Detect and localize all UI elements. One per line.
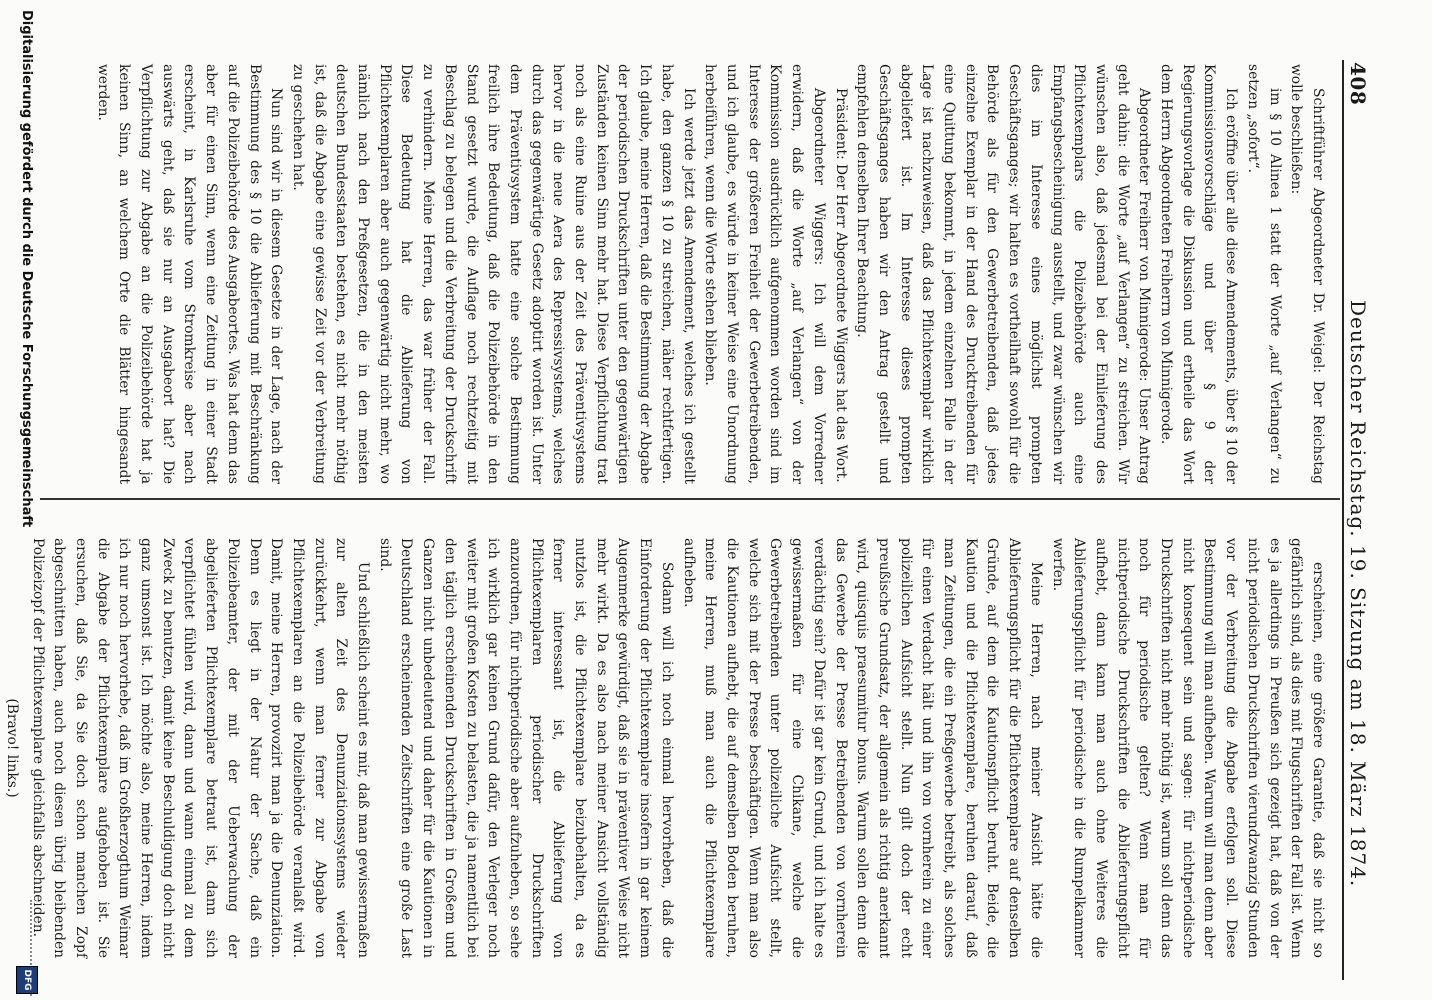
- paragraph: erscheinen, eine größere Garantie, daß sie nicht so gefährlich sind, als dies mit Flugschriften der Fall ist. Wenn es ja allerdings in Preußen sich gezeigt hat, daß von der nicht periodischen Druckschriften vierundzwanzig Stunden vor der Verbreitung die Abgabe erfolgen soll. Diese Bestimmung will man aufheben. Warum will man denn aber nicht konsequent sein und sagen: für nichtperiodische Druckschriften nicht mehr nöthig ist, warum soll denn das noch für periodische gelten? Wenn man für nichtperiodische Druckschriften die Ablieferungspflicht aufhebt, dann kann man auch ohne Weiteres die Ablieferungspflicht für periodische in die Rumpelkammer werfen.: [1049, 538, 1326, 958]
- paragraph: Abgeordneter Wiggers: Ich will dem Vorredner erwidern, daß die Worte „auf Verlangen“ von der Kommission ausdrücklich aufgenommen worden sind im Interesse der größeren Freiheit der Gewerbetreibenden, und ich glaube, es würde in keiner Weise eine Unordnung herbeiführen, wenn die Worte stehen blieben.: [702, 64, 827, 484]
- paragraph: Meine Herren, nach meiner Ansicht hätte die Ablieferungspflicht für die Pflichtexemplare auf denselben Gründe, auf dem die Kautionspflicht beruht. Beide, die Kaution und die Pflichtexemplare, beruhen darauf, daß man Zeitungen, die ein Preßgewerbe betreibt, als solches für einen Verdacht hält und ihn von vornherein zu einer polizeilichen Aufsicht stellt. Nun gilt doch der echt preußische Grundsatz, der allgemein als richtig anerkannt wird, quisquis praesumitur bonus. Warum sollen denn die das Gewerbe der Presse Betreibenden von vornherein verdächtig sein? Dafür ist gar kein Grund, und ich halte es gewissermaßen für eine Chikane, welche die Gewerbetreibenden unter polizeiliche Aufsicht stellt, welche sich mit der Presse beschäftigen. Wenn man also die Kautionen aufhebt, die auf demselben Boden beruhen, meine Herren, muß man auch die Pflichtexemplare aufheben.: [680, 538, 1044, 958]
- column-divider: [40, 498, 1340, 500]
- digitization-footer: [0, 0, 52, 1000]
- funding-note: Digitalisierung gefördert durch die Deutsche Forschungsgemeinschaft: [19, 10, 34, 528]
- paragraph: Sodann will ich noch einmal hervorheben, daß die Einforderung der Pflichtexemplare insofern in gar keinem Augenmerke gewürdigt, daß sie in präventiver Weise nicht mehr wirkt. Da es also nach meiner Ansicht vollständig nutzlos ist, die Pflichtexemplare beizubehalten, da es ferner interessant ist, die Ablieferung von Pflichtexemplaren periodischer Druckschriften anzuordnen, für nichtperiodische aber aufzuheben, so sehe ich wirklich gar keinen Grund dafür, den Verleger noch weiter mit großen Kosten zu belasten, die ja namentlich bei den täglich erscheinenden Druckschriften in Großem und Ganzen nicht unbedeutend und daher für die Kautionen in Deutschland erscheinenden Zeitschriften eine große Last sind.: [376, 538, 675, 958]
- paragraph: Ich eröffne über alle diese Amendements, über § 10 der Kommissionsvorschläge und über § 9 der Regierungsvorlage die Diskussion und ertheile das Wort dem Herrn Abgeordneten Freiherrn von Minnigerode.: [1158, 64, 1240, 484]
- page-number: 408: [1346, 62, 1370, 106]
- page-title: Deutscher Reichstag. 19. Sitzung am 18. März 1874.: [1346, 300, 1370, 888]
- paragraph: Schriftführer Abgeordneter Dr. Weigel: Der Reichstag wolle beschließen:: [1288, 64, 1326, 484]
- header-rule: [1342, 60, 1344, 980]
- dfg-logo: DFG: [16, 966, 38, 994]
- left-column: [38, 64, 1328, 484]
- paragraph: (Bravo! links.): [3, 698, 20, 798]
- paragraph: Präsident: Der Herr Abgeordnete Wiggers hat das Wort.: [832, 88, 849, 483]
- paragraph: Abgeordneter Freiherr von Minnigerode: Unser Antrag geht dahin: die Worte „auf Verlangen“ zu streichen. Wir wünschen also, daß jedesmal bei der Einlieferung des Pflichtexemplars die Polizeibehörde auch eine Empfangsbescheinigung ausstellt, und zwar wünschen wir dies im Interesse eines möglichst prompten Geschäftsganges; wir halten es vortheilhaft sowohl für die Behörde als für den Gewerbetreibenden, daß jedes einzelne Exemplar in der Hand des Drucktreibenden für eine Quittung bekommt, in jedem einzelnen Falle in der Lage ist nachzuweisen, daß das Pflichtexemplar wirklich abgeliefert ist. Im Interesse dieses prompten Geschäftsganges haben wir den Antrag gestellt und empfehlen denselben Ihrer Beachtung.: [854, 64, 1153, 484]
- right-column: [3, 538, 1328, 958]
- paragraph: im § 10 Alinea 1 statt der Worte „auf Verlangen“ zu setzen „sofort“.: [1244, 64, 1283, 484]
- paragraph: Nun sind wir in diesem Gesetze in der Lage, nach der Bestimmung des § 10 die Ablieferung mit Beschränkung auf die Polizeibehörde des Ausgabeortes. Was hat denn das aber für einen Sinn, wenn eine Zeitung in einer Stadt erscheint, in Karlsruhe vom Stromkreise aber nach auswärts geht, daß sie nur an Ausgabeort hat? Die Verpflichtung zur Abgabe an die Polizeibehörde hat ja keinen Sinn, an welchem Orte die Blätter hingesandt werden.: [94, 64, 285, 484]
- paragraph: Und schließlich scheint es mir, daß man gewissermaßen zur alten Zeit des Denunziationssystems wieder zurückkehrt, wenn man ferner zur Abgabe von Pflichtexemplaren an die Polizeibehörde veranlaßt wird. Damit, meine Herren, provozirt man ja die Denunziation. Denn es liegt in der Natur der Sache, daß ein Polizeibeamter, der mit der Ueberwachung der abgelieferten Pflichtexemplare betraut ist, dann sich verpflichtet fühlen wird, dann und wann einmal zu dem Zweck zu benutzen, damit keine Beschuldigung doch nicht ganz umsonst ist. Ich möchte also, meine Herren, indem ich nur noch hervorhebe, daß im Großherzogthum Weimar die Abgabe der Pflichtexemplare aufgehoben ist. Sie ersuchen, daß Sie, da Sie doch schon manchen Zopf abgeschnitten haben, auch noch diesen übrig bleibenden Polizeizopf der Pflichtexemplare gleichfalls abschneiden.: [29, 538, 372, 958]
- paragraph: Ich werde jetzt das Amendement, welches ich gestellt habe, den ganzen § 10 zu streichen, näher rechtfertigen. Ich glaube, meine Herren, daß die Bestimmung der Abgabe der periodischen Druckschriften unter den gegenwärtigen Zuständen keinen Sinn mehr hat. Diese Verpflichtung trat noch als eine Ruine aus der Zeit des Präventivsystems hervor in die neue Aera des Repressivsystems, welches durch das gegenwärtige Gesetz adoptirt worden ist. Unter dem Präventivsystem hatte eine solche Bestimmung freilich ihre Bedeutung, daß die Polizeibehörde in den Stand gesetzt wurde, die Auflage noch rechtzeitig mit Beschlag zu belegen und die Verbreitung der Druckschrift zu verhindern. Meine Herren, das war früher der Fall. Diese Bedeutung hat die Ablieferung von Pflichtexemplaren aber auch gegenwärtig nicht mehr, wo nämlich nach den Preßgesetzen, die in den meisten deutschen Bundesstaaten bestehen, es nicht mehr nöthig ist, daß die Abgabe eine gewisse Zeit vor der Verbreitung zu geschehen hat.: [289, 64, 697, 484]
